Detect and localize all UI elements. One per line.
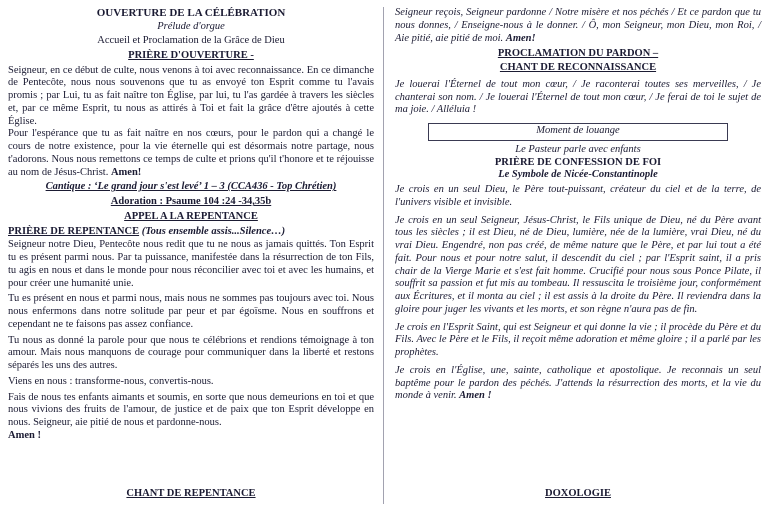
accueil-line: Accueil et Proclamation de la Grâce de Dieu — [97, 35, 285, 47]
chant-lyrics-amen: Amen! — [505, 32, 536, 44]
repentance-amen-line: Amen ! — [8, 429, 41, 441]
credo-paragraph-4-text: Je crois en l'Église, une, sainte, catholique et apostolique. Je reconnais un seul baptême pour le pardon des péchés. J'attends la résurrection des morts, et la vie du monde à venir. — [395, 364, 761, 402]
credo-paragraph-4 — [395, 365, 761, 403]
section-title-ouverture: OUVERTURE DE LA CÉLÉBRATION — [96, 7, 286, 19]
chant-repentance-heading: CHANT DE REPENTANCE — [126, 488, 256, 500]
right-column — [383, 7, 764, 504]
priere-repentance-note: (Tous ensemble assis...Silence…) — [141, 225, 286, 237]
repentance-paragraph-1: Seigneur notre Dieu, Pentecôte nous redit que tu ne nous as jamais quittés. Ton Esprit tu es présent parmi nous. Par ta puissance, manifestée dans la résurrection de ton Fils, tu agis en nous et dans le monde pour nous réconcilier avec toi et avec les humains, et pour créer une humanité unie. — [8, 239, 374, 289]
moment-de-louange-box — [428, 123, 728, 141]
repentance-line-viens: Viens en nous : transforme-nous, convertis-nous. — [8, 375, 214, 387]
ouverture-paragraph-1: Seigneur, en ce début de culte, nous venons à toi avec reconnaissance. En ce dimanche de Pentecôte, nous nous souvenons que tu as envoyé ton Esprit comme tu l'avais promis ; par Lui, tu as fait naître ton Église, par lui, tu l'as gardée à travers les siècles et, par ce même Esprit, tu nous as attirés à Toi et fait la grâce d'être ajoutés à cette Église. — [8, 64, 374, 127]
left-column — [6, 7, 383, 504]
priere-repentance-heading-line — [8, 226, 374, 239]
adoration-line: Adoration : Psaume 104 :24 -34,35b — [110, 196, 272, 208]
reconnaissance-lyrics: Je louerai l'Éternel de tout mon cœur, / Je raconterai toutes ses merveilles, / Je chanterai son nom. / Je louerai l'Éternel de tout mon cœur, / Je ferai de toi le sujet de ma joie. / Alléluia ! — [395, 78, 761, 116]
repentance-paragraph-2: Tu es présent en nous et parmi nous, mais nous ne sommes pas toujours avec toi. Nous nous enfermons dans notre solitude par peur et par égoïsme. Nous en souffrons et cependant ne te faisons pas assez confiance. — [8, 293, 374, 330]
moment-de-louange-label: Moment de louange — [536, 125, 620, 136]
credo-paragraph-2: Je crois en un seul Seigneur, Jésus-Christ, le Fils unique de Dieu, né du Père avant tous les siècles ; il est Dieu, né de Dieu, lumière, née de la lumière, vrai Dieu, né du vrai Dieu. Engendré, non pas créé, de même nature que le Père, et par lui tout a été fait. Pour nous et pour notre salut, il descendit du ciel ; par l'Esprit saint, il a pris chair de la Vierge Marie et s'est fait homme. Crucifié pour nous sous Ponce Pilate, il souffrit sa passion et fut mis au tombeau. Il ressuscita le troisième jour, conformément aux Écritures, et il monta au ciel ; il est assis à la droite du Père. Il reviendra dans la gloire pour juger les vivants et les morts, et son règne n'aura pas de fin. — [395, 214, 761, 315]
prelude-line: Prélude d'orgue — [157, 21, 225, 33]
ouverture-paragraph-2-text: Pour l'espérance que tu as fait naître en nos cœurs, pour le pardon qui a changé le cours de notre existence, pour la vie éternelle qui est désormais notre partage, nous t'adorons. Nous nous remettons ce temps de culte et prions qu'il t'honore et te réjouisse au nom de Jésus-Christ. — [8, 128, 374, 178]
credo-paragraph-1: Je crois en un seul Dieu, le Père tout-puissant, créateur du ciel et de la terre, de l'univers visible et invisible. — [395, 184, 761, 208]
doxologie-heading: DOXOLOGIE — [545, 488, 611, 500]
symbole-nicee-line: Le Symbole de Nicée-Constantinople — [498, 169, 658, 181]
chant-lyrics-text: Seigneur reçois, Seigneur pardonne / Notre misère et nos péchés / Et ce pardon que tu nous donnes, / Enseigne-nous à le donner. / Ô, mon Seigneur, mon Dieu, mon Roi, / Aie pitié, aie pitié de moi. — [395, 7, 761, 44]
repentance-paragraph-5: Fais de nous tes enfants aimants et soumis, en sorte que nous demeurions en toi et que nous vivions des fruits de l'amour, de justice et de paix que ton Esprit développe en nous. Seigneur, aie pitié de nous et pardonne-nous. — [8, 391, 374, 429]
pasteur-enfants-line: Le Pasteur parle avec enfants — [515, 143, 641, 155]
appel-repentance-heading: APPEL A LA REPENTANCE — [124, 210, 258, 222]
credo-paragraph-4-amen: Amen ! — [459, 390, 492, 402]
priere-repentance-heading: PRIÈRE DE REPENTANCE — [8, 225, 140, 237]
confession-foi-heading: PRIÈRE DE CONFESSION DE FOI — [494, 156, 662, 168]
proclamation-pardon-heading: PROCLAMATION DU PARDON – — [497, 48, 659, 60]
chant-repentance-lyrics — [395, 7, 761, 45]
chant-reconnaissance-heading: CHANT DE RECONNAISSANCE — [499, 62, 657, 73]
credo-paragraph-3: Je crois en l'Esprit Saint, qui est Seigneur et qui donne la vie ; il procède du Père et du Fils. Avec le Père et le Fils, il reçoit même adoration et même gloire ; il a parlé par les prophètes. — [395, 321, 761, 358]
repentance-paragraph-3: Tu nous as donné la parole pour que nous te célébrions et rendions témoignage à ton amour. Mais nous manquons de courage pour communiquer dans la liberté et restons séparés les uns des autres. — [8, 334, 374, 372]
ouverture-amen-text: Amen! — [110, 166, 142, 178]
ouverture-paragraph-2 — [8, 128, 374, 179]
cantique-line: Cantique : ‘Le grand jour s'est levé’ 1 – 3 (CCA436 - Top Chrétien) — [45, 181, 337, 193]
priere-ouverture-heading: PRIÈRE D'OUVERTURE - — [128, 49, 254, 61]
